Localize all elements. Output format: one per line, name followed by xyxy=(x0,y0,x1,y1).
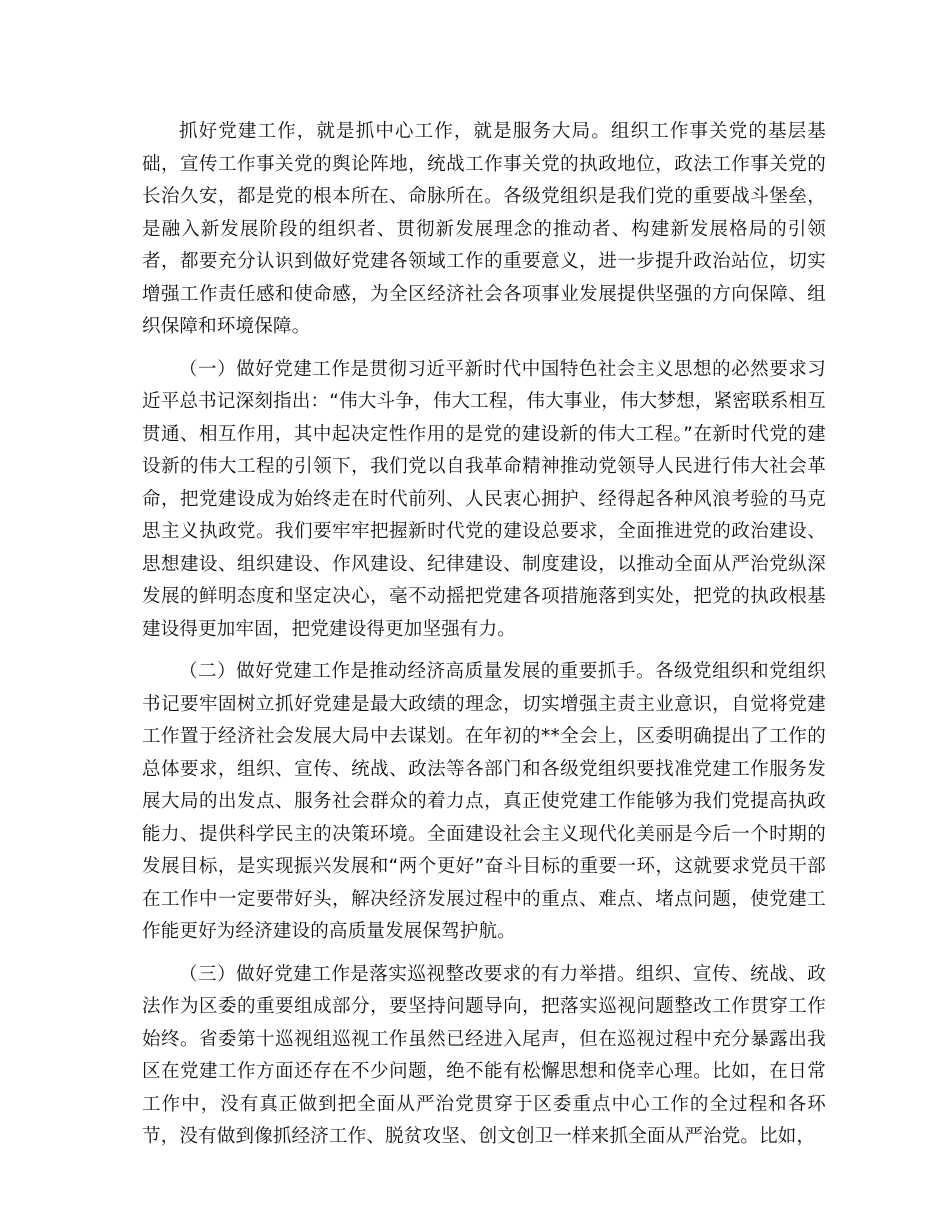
paragraph-intro: 抓好党建工作，就是抓中心工作，就是服务大局。组织工作事关党的基层基础，宣传工作事关党的舆论阵地，统战工作事关党的执政地位，政法工作事关党的长治久安，都是党的根本所在、命脉所在。各级党组织是我们党的重要战斗堡垒，是融入新发展阶段的组织者、贯彻新发展理念的推动者、构建新发展格局的引领者，都要充分认识到做好党建各领域工作的重要意义，进一步提升政治站位，切实增强工作责任感和使命感，为全区经济社会各项事业发展提供坚强的方向保障、组织保障和环境保障。 xyxy=(142,121,826,337)
paragraph-section-2: （二）做好党建工作是推动经济高质量发展的重要抓手。各级党组织和党组织书记要牢固树立抓好党建是最大政绩的理念，切实增强主责主业意识，自觉将党建工作置于经济社会发展大局中去谋划。在年初的**全会上，区委明确提出了工作的总体要求，组织、宣传、统战、政法等各部门和各级党组织要找准党建工作服务发展大局的出发点、服务社会群众的着力点，真正使党建工作能够为我们党提高执政能力、提供科学民主的决策环境。全面建设社会主义现代化美丽是今后一个时期的发展目标，是实现振兴发展和“两个更好”奋斗目标的重要一环，这就要求党员干部在工作中一定要带好头，解决经济发展过程中的重点、难点、堵点问题，使党建工作能更好为经济建设的高质量发展保驾护航。 xyxy=(142,661,826,942)
paragraph-section-1: （一）做好党建工作是贯彻习近平新时代中国特色社会主义思想的必然要求习近平总书记深刻指出：“伟大斗争，伟大工程，伟大事业，伟大梦想，紧密联系相互贯通、相互作用，其中起决定性作用的是党的建设新的伟大工程。”在新时代党的建设新的伟大工程的引领下，我们党以自我革命精神推动党领导人民进行伟大社会革命，把党建设成为始终走在时代前列、人民衷心拥护、经得起各种风浪考验的马克思主义执政党。我们要牢牢把握新时代党的建设总要求，全面推进党的政治建设、思想建设、组织建设、作风建设、纪律建设、制度建设，以推动全面从严治党纵深发展的鲜明态度和坚定决心，毫不动摇把党建各项措施落到实处，把党的执政根基建设得更加牢固，把党建设得更加坚强有力。 xyxy=(142,358,826,640)
paragraph-section-3: （三）做好党建工作是落实巡视整改要求的有力举措。组织、宣传、统战、政法作为区委的重要组成部分，要坚持问题导向，把落实巡视问题整改工作贯穿工作始终。省委第十巡视组巡视工作虽然已经进入尾声，但在巡视过程中充分暴露出我区在党建工作方面还存在不少问题，绝不能有松懈思想和侥幸心理。比如，在日常工作中，没有真正做到把全面从严治党贯穿于区委重点中心工作的全过程和各环节，没有做到像抓经济工作、脱贫攻坚、创文创卫一样来抓全面从严治党。比如， xyxy=(142,963,826,1147)
document-body xyxy=(142,116,826,1164)
